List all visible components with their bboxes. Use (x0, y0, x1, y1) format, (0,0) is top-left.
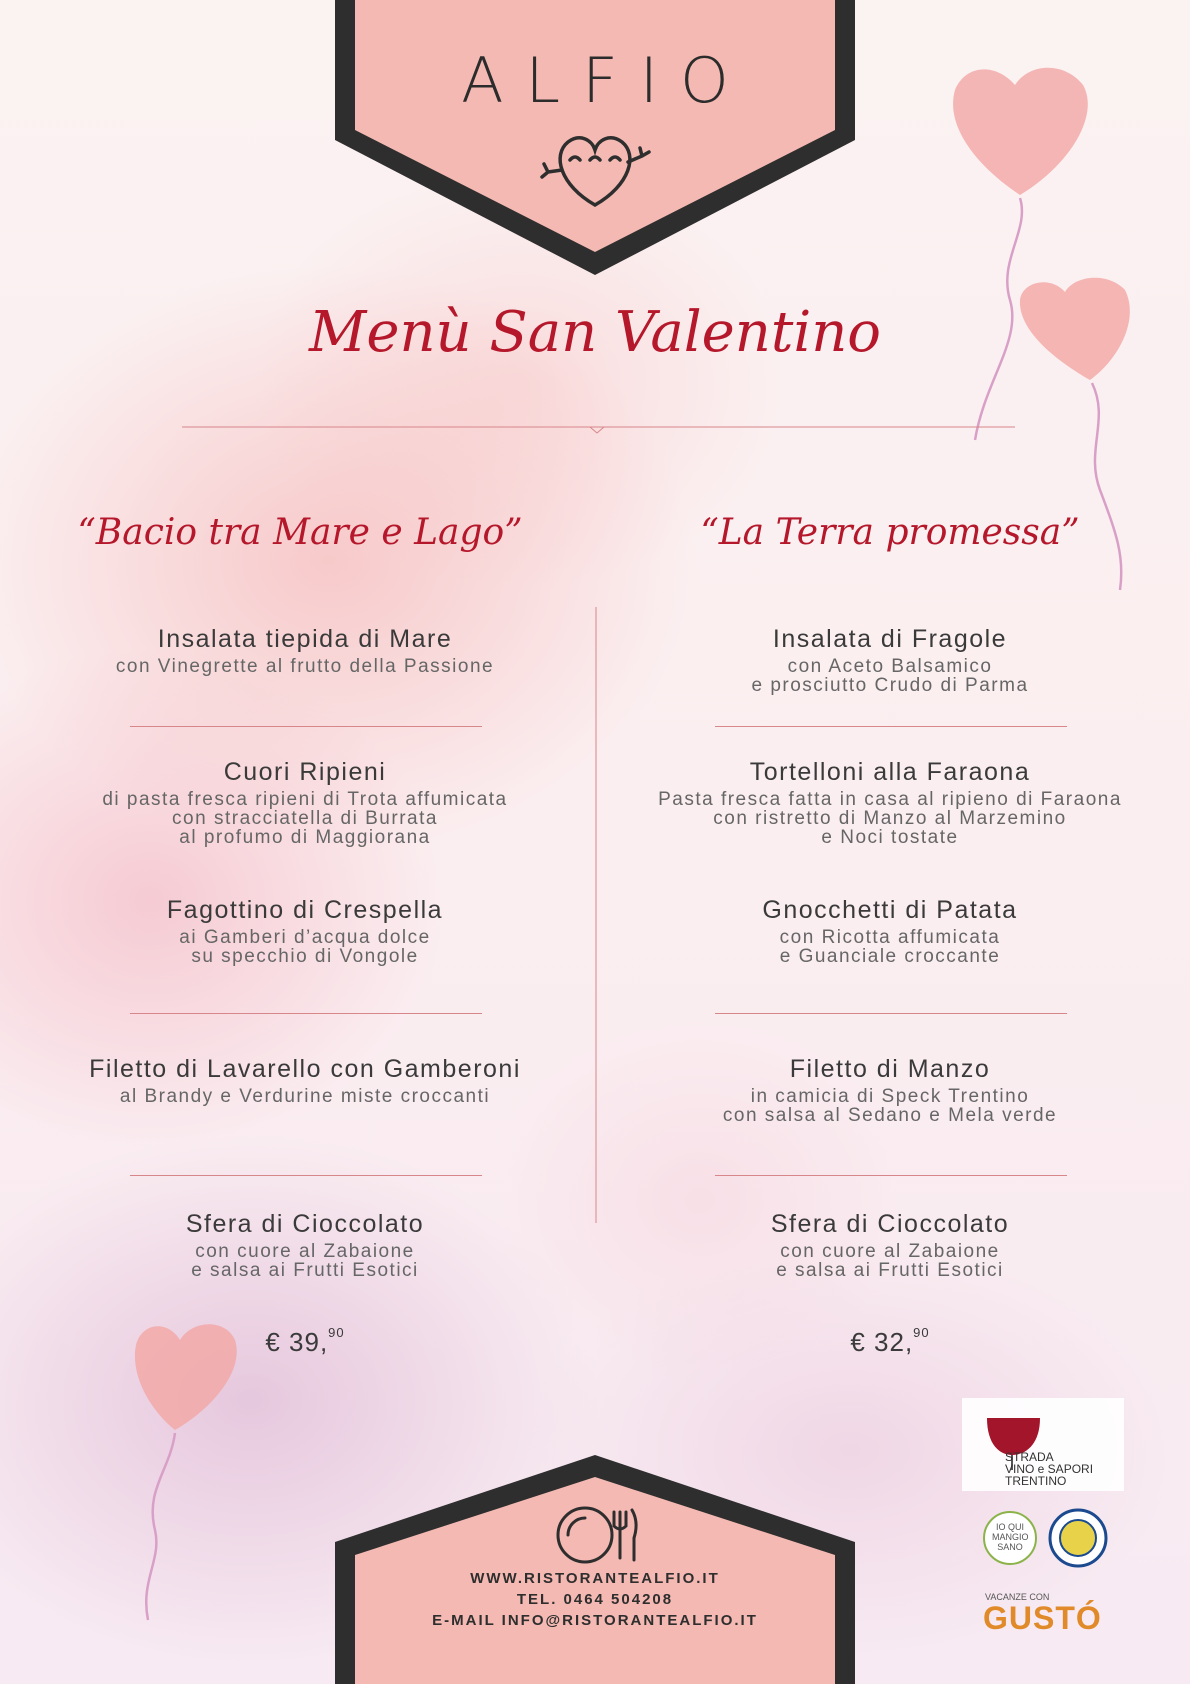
course-name: Filetto di Lavarello con Gamberoni (89, 1055, 521, 1083)
course-item (5, 1209, 605, 1280)
course-desc: al Brandy e Verdurine miste croccanti (119, 1086, 491, 1107)
course-divider (715, 1013, 1067, 1014)
course-desc: al profumo di Maggiorana (179, 827, 431, 848)
course-desc: e Noci tostate (821, 827, 959, 848)
partner-gusto-logo: GUSTÓ (983, 1600, 1102, 1636)
course-name: Sfera di Cioccolato (185, 1210, 425, 1238)
page-title: Menù San Valentino (308, 300, 882, 365)
course-item (590, 1054, 1190, 1125)
price-cents: 90 (328, 1325, 345, 1340)
course-desc: ai Gamberi d’acqua dolce (179, 927, 431, 948)
course-desc: e Guanciale croccante (779, 946, 1001, 967)
mangio-sano-line: SANO (997, 1542, 1023, 1552)
balloon-heart-icon (953, 68, 1088, 440)
course-divider (130, 1013, 482, 1014)
website-link[interactable]: WWW.RISTORANTEALFIO.IT (470, 1570, 720, 1587)
course-item (590, 624, 1190, 695)
course-item (5, 757, 605, 847)
course-desc: su specchio di Vongole (191, 946, 419, 967)
price-cents: 90 (913, 1325, 930, 1340)
top-badge (355, 0, 835, 252)
course-desc: con Vinegrette al frutto della Passione (115, 656, 495, 677)
mangio-sano-line: IO QUI (995, 1522, 1024, 1532)
course-divider (715, 1175, 1067, 1176)
partner-vacanze-label: VACANZE CON (985, 1592, 1050, 1602)
course-item (5, 895, 605, 966)
menu-left-title: “Bacio tra Mare e Lago” (77, 512, 523, 553)
brand-logo: ALFIO (461, 44, 751, 117)
course-desc: con cuore al Zabaione (195, 1241, 415, 1262)
course-desc: e prosciutto Crudo di Parma (751, 675, 1029, 696)
course-divider (715, 726, 1067, 727)
course-desc: Pasta fresca fatta in casa al ripieno di Faraona (658, 789, 1122, 810)
course-desc: e salsa ai Frutti Esotici (191, 1260, 419, 1281)
course-desc: e salsa ai Frutti Esotici (776, 1260, 1004, 1281)
partner-strada-logo (1005, 1451, 1093, 1487)
course-desc: di pasta fresca ripieni di Trota affumicata (102, 789, 508, 810)
course-desc: in camicia di Speck Trentino (750, 1086, 1030, 1107)
course-item (5, 1054, 605, 1106)
menu-price (5, 1327, 605, 1358)
course-name: Filetto di Manzo (789, 1055, 991, 1083)
course-desc: con salsa al Sedano e Mela verde (722, 1105, 1058, 1126)
mangio-sano-line: MANGIO (992, 1532, 1029, 1542)
course-name: Tortelloni alla Faraona (749, 758, 1031, 786)
course-desc: con ristretto di Manzo al Marzemino (713, 808, 1067, 829)
course-name: Cuori Ripieni (223, 758, 387, 786)
phone-number: TEL. 0464 504208 (516, 1591, 674, 1608)
menu-price (590, 1327, 1190, 1358)
course-desc: con cuore al Zabaione (780, 1241, 1000, 1262)
menu-right-title: “La Terra promessa” (700, 512, 1080, 553)
course-name: Fagottino di Crespella (166, 896, 444, 924)
strada-line: TRENTINO (1005, 1474, 1067, 1488)
course-item (5, 624, 605, 676)
title-divider-notch (590, 427, 604, 433)
course-name: Gnocchetti di Patata (762, 896, 1018, 924)
price-main: € 32, (850, 1327, 914, 1357)
course-item (590, 757, 1190, 847)
strada-line: STRADA (1005, 1450, 1054, 1464)
course-desc: con Ricotta affumicata (779, 927, 1001, 948)
course-name: Insalata di Fragole (772, 625, 1008, 653)
course-desc: con Aceto Balsamico (787, 656, 993, 677)
partner-mangio-sano-logo (992, 1522, 1028, 1552)
course-item (590, 895, 1190, 966)
course-name: Insalata tiepida di Mare (157, 625, 453, 653)
email-address[interactable]: E-MAIL INFO@RISTORANTEALFIO.IT (432, 1612, 758, 1629)
price-main: € 39, (265, 1327, 329, 1357)
course-divider (130, 726, 482, 727)
course-divider (130, 1175, 482, 1176)
course-desc: con stracciatella di Burrata (172, 808, 438, 829)
strada-line: VINO e SAPORI (1005, 1462, 1094, 1476)
course-item (590, 1209, 1190, 1280)
course-name: Sfera di Cioccolato (770, 1210, 1010, 1238)
